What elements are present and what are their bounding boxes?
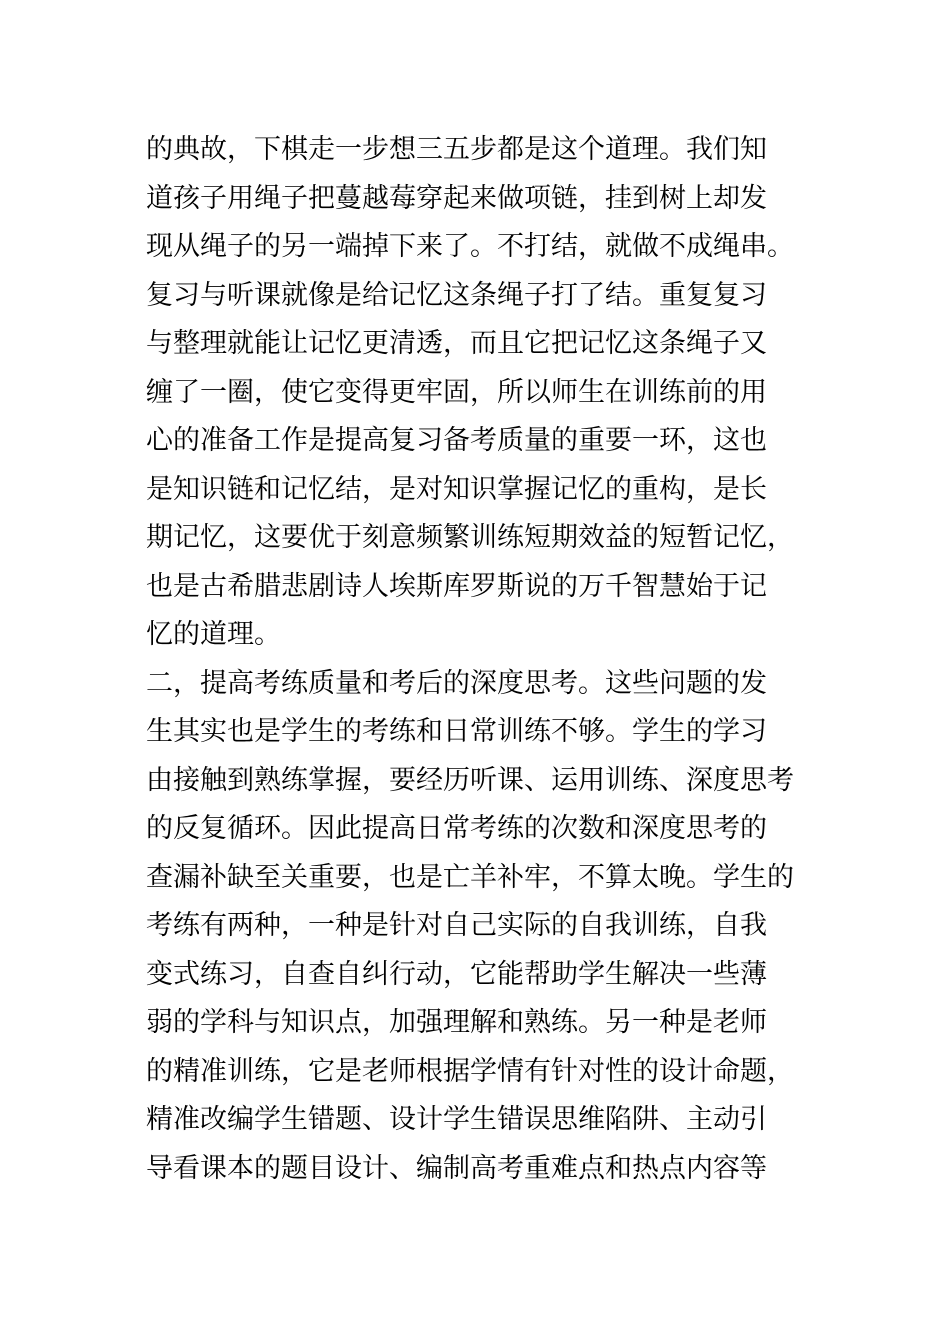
text-line: 导看课本的题目设计、编制高考重难点和热点内容等 — [146, 1152, 767, 1184]
text-line: 道孩子用绳子把蔓越莓穿起来做项链，挂到树上却发 — [146, 182, 767, 214]
text-line: 与整理就能让记忆更清透，而且它把记忆这条绳子又 — [146, 328, 767, 359]
text-line: 查漏补缺至关重要，也是亡羊补牢，不算太晚。学生的 — [146, 861, 794, 893]
text-line: 心的准备工作是提高复习备考质量的重要一环，这也 — [146, 425, 767, 456]
text-line: 由接触到熟练掌握，要经历听课、运用训练、深度思考 — [146, 764, 794, 796]
text-line: 的反复循环。因此提高日常考练的次数和深度思考的 — [146, 813, 767, 844]
text-line: 忆的道理。 — [146, 619, 281, 650]
text-line: 的典故，下棋走一步想三五步都是这个道理。我们知 — [146, 134, 767, 165]
text-line: 考练有两种，一种是针对自己实际的自我训练，自我 — [146, 910, 767, 941]
text-line: 现从绳子的另一端掉下来了。不打结，就做不成绳串。 — [146, 231, 794, 262]
text-line: 的精准训练，它是老师根据学情有针对性的设计命题， — [146, 1055, 794, 1087]
text-line: 生其实也是学生的考练和日常训练不够。学生的学习 — [146, 716, 767, 747]
text-line: 也是古希腊悲剧诗人埃斯库罗斯说的万千智慧始于记 — [146, 570, 767, 602]
body-text — [146, 126, 826, 1193]
text-line: 是知识链和记忆结，是对知识掌握记忆的重构，是长 — [146, 473, 767, 505]
text-line: 期记忆，这要优于刻意频繁训练短期效益的短暂记忆， — [146, 522, 794, 553]
text-line: 弱的学科与知识点，加强理解和熟练。另一种是老师 — [146, 1007, 767, 1038]
text-line: 复习与听课就像是给记忆这条绳子打了结。重复复习 — [146, 279, 767, 311]
text-line: 缠了一圈，使它变得更牢固，所以师生在训练前的用 — [146, 376, 767, 408]
section-heading-line: 二，提高考练质量和考后的深度思考。这些问题的发 — [146, 667, 767, 699]
text-line: 精准改编学生错题、设计学生错误思维陷阱、主动引 — [146, 1104, 767, 1135]
text-line: 变式练习，自查自纠行动，它能帮助学生解决一些薄 — [146, 958, 767, 990]
